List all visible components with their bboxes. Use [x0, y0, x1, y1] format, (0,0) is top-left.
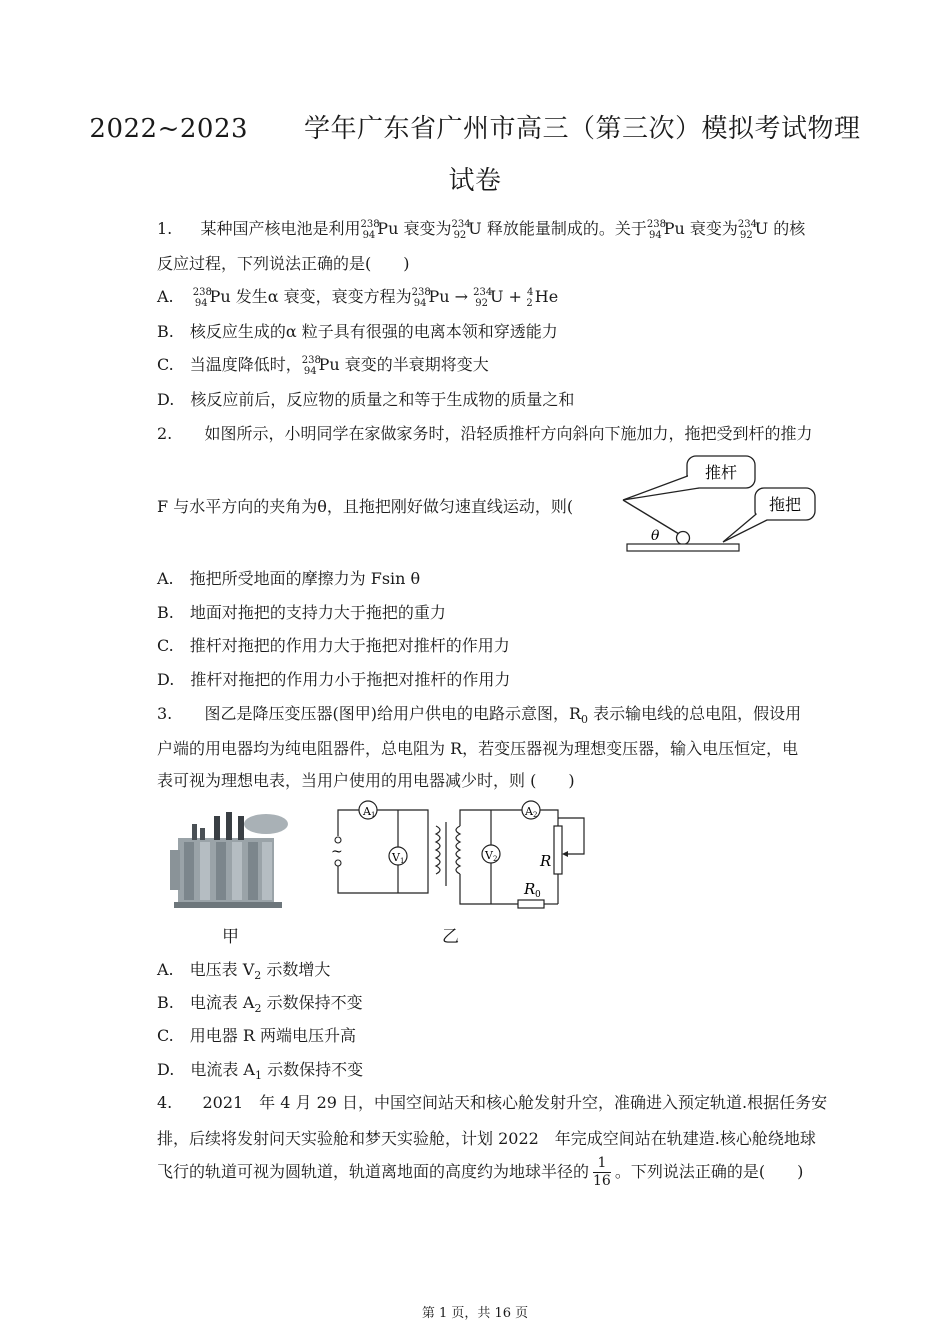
- secondary-coil: [456, 826, 460, 874]
- q1-option-a: A. $^{238}_{94}$ Pu 发生α 衰变，衰变方程为$^{238}_{94}$ Pu → $^{234}_{92}$ U + $^4_2$ He: [157, 287, 559, 309]
- q3-stem-line3: 表可视为理想电表，当用户使用的用电器减少时，则 ( ): [157, 771, 575, 790]
- fraction: $\frac{1}{16}$: [593, 1155, 611, 1189]
- svg-text:A: A: [525, 805, 533, 818]
- theta-label: θ: [651, 528, 660, 544]
- q4-stem-line1: 4. 2021 年 4 月 29 日，中国空间站天和核心舱发射升空，准确进入预定轨道.根据任务安: [157, 1093, 828, 1112]
- q3-number: 3.: [157, 704, 173, 723]
- floor-bar: [627, 544, 739, 551]
- svg-text:1: 1: [371, 811, 376, 819]
- q1-option-b: B. 核反应生成的α 粒子具有很强的电离本领和穿透能力: [157, 322, 558, 341]
- circuit-diagram: [328, 798, 598, 918]
- q2-number: 2.: [157, 424, 173, 443]
- svg-text:0: 0: [535, 890, 541, 900]
- svg-text:A: A: [363, 805, 371, 818]
- rod-label: 推杆: [704, 465, 738, 482]
- q1-stem-line1: 1. 某种国产核电池是利用$^{238}_{94}$ Pu 衰变为$^{234}_{92}$ U 释放能量制成的。关于$^{238}_{94}$ Pu 衰变为$^{234}_{92}$ U 的核: [157, 219, 806, 241]
- q1-option-c: C. 当温度降低时，$^{238}_{94}$ Pu 衰变的半衰期将变大: [157, 355, 489, 377]
- conservator-tank: [244, 814, 288, 834]
- q3-option-b: B. 电流表 $A_2$ 示数保持不变: [157, 993, 363, 1015]
- page-footer: 第 1 页，共 16 页: [421, 1306, 529, 1321]
- svg-text:V: V: [392, 851, 400, 864]
- q2-option-d: D. 推杆对拖把的作用力小于拖把对推杆的作用力: [157, 670, 511, 689]
- q2-option-b: B. 地面对拖把的支持力大于拖把的重力: [157, 603, 446, 622]
- mop-figure: [615, 450, 830, 560]
- svg-text:2: 2: [493, 855, 498, 863]
- q2-option-c: C. 推杆对拖把的作用力大于拖把对推杆的作用力: [157, 636, 510, 655]
- rod-callout-tail: [623, 474, 699, 500]
- ac-source-symbol: ~: [331, 844, 343, 860]
- q1-stem-line2: 反应过程，下列说法正确的是( ): [157, 254, 410, 273]
- q2-option-a: A. 拖把所受地面的摩擦力为 Fsin θ: [157, 569, 421, 588]
- svg-text:2: 2: [533, 811, 538, 819]
- resistor-r0: [518, 900, 544, 908]
- mop-label: 拖把: [768, 497, 802, 514]
- q2-stem-line2: F 与水平方向的夹角为θ，且拖把刚好做匀速直线运动，则(: [157, 497, 574, 516]
- q4-number: 4.: [157, 1093, 173, 1112]
- primary-coil: [436, 826, 440, 874]
- title-year: 2022~2023: [89, 114, 249, 144]
- rheostat-r: [554, 826, 562, 874]
- q1-number: 1.: [157, 219, 173, 238]
- svg-text:V: V: [485, 849, 493, 862]
- svg-text:R: R: [524, 880, 536, 898]
- q1-option-d: D. 核反应前后，反应物的质量之和等于生成物的质量之和: [157, 390, 575, 409]
- q3-option-a: A. 电压表 $V_2$ 示数增大: [157, 960, 331, 982]
- figure-jia-label: 甲: [222, 927, 239, 947]
- page-title-line2: 试卷: [448, 166, 502, 196]
- page-title: [0, 108, 950, 145]
- q2-stem-line1: 2. 如图所示，小明同学在家做家务时，沿轻质推杆方向斜向下施加力，拖把受到杆的推力: [157, 424, 813, 443]
- q3-stem-line2: 户端的用电器均为纯电阻器件，总电阻为 R，若变压器视为理想变压器，输入电压恒定，电: [157, 739, 799, 758]
- q4-stem-line2: 排，后续将发射问天实验舱和梦天实验舱，计划 2022 年完成空间站在轨建造.核心舱绕地球: [157, 1129, 816, 1148]
- mop-head: [677, 532, 690, 545]
- q3-option-d: D. 电流表 $A_1$ 示数保持不变: [157, 1060, 364, 1082]
- q3-stem-line1: 3. 图乙是降压变压器(图甲)给用户供电的电路示意图，$R_0$ 表示输电线的总电阻，假设用: [157, 704, 802, 726]
- transformer-photo: [170, 810, 290, 910]
- svg-text:R: R: [540, 852, 552, 870]
- q4-stem-line3: 飞行的轨道可视为圆轨道，轨道离地面的高度约为地球半径的 $\frac{1}{16}$ 。下列说法正确的是( ): [157, 1155, 804, 1189]
- svg-text:1: 1: [400, 857, 405, 865]
- title-text: 学年广东省广州市高三（第三次）模拟考试物理: [304, 114, 861, 144]
- figure-yi-label: 乙: [442, 927, 459, 947]
- q3-option-c: C. 用电器 R 两端电压升高: [157, 1026, 356, 1045]
